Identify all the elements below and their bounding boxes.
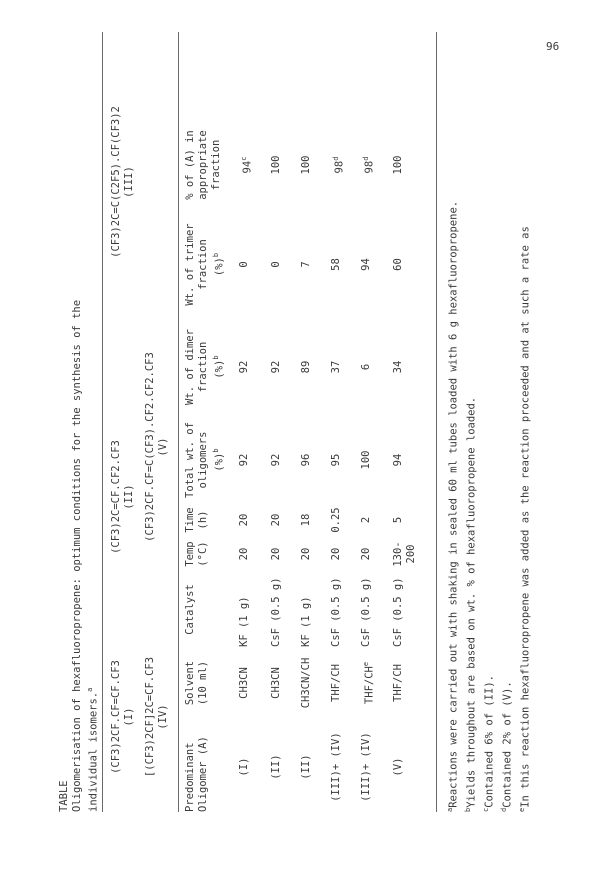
cell-dimer: 34 (392, 360, 404, 374)
cell-total: 92 (238, 453, 250, 467)
header-oligomer: Predominant Oligomer (A) (184, 736, 209, 812)
cell-total: 96 (300, 453, 312, 467)
cell-total: 95 (330, 453, 342, 467)
cell-solvent-sup: e (362, 661, 370, 667)
cell-pct: 100 (392, 155, 404, 175)
cell-time: 2 (360, 516, 372, 524)
rotated-table-page (58, 12, 593, 812)
isomer-I: (CF3)2CF.CF=CF.CF3 (I) (110, 660, 135, 774)
cell-pct: 100 (300, 155, 312, 175)
cell-temp: 20 (360, 547, 372, 561)
cell-time: 18 (300, 513, 312, 527)
cell-total: 92 (270, 453, 282, 467)
cell-time: 20 (238, 513, 250, 527)
header-solvent: Solvent (10 ml) (184, 660, 209, 706)
cell-oligomer: (V) (392, 757, 404, 777)
bottom-rule (436, 32, 437, 812)
cell-pct-sup: d (332, 156, 340, 161)
isomer-V: (CF3)2CF.CF=C(CF3).CF2.CF2.CF3 (V) (144, 352, 169, 542)
cell-solvent: CH3CN (270, 667, 282, 699)
cell-trimer: 60 (392, 258, 404, 271)
cell-pct-sup: d (362, 156, 370, 161)
cell-total: 100 (360, 450, 372, 470)
cell-catalyst: CsF (0.5 g) (270, 577, 282, 647)
cell-temp: 20 (270, 547, 282, 561)
header-catalyst: Catalyst (184, 584, 196, 635)
cell-trimer: 0 (238, 261, 250, 268)
table-caption (58, 32, 101, 812)
cell-trimer: 94 (360, 258, 372, 271)
cell-solvent: CH3CN/CH (300, 657, 312, 709)
cell-oligomer: (I) (238, 757, 250, 777)
cell-solvent: THF/CH (330, 664, 342, 702)
cell-solvent: THF/CH (392, 664, 404, 702)
footnote-c: $^c$Contained 6% of (II). (482, 675, 496, 812)
cell-trimer: 0 (270, 261, 282, 268)
isomer-IV: [(CF3)2CF]2C=CF.CF3 (IV) (144, 656, 169, 778)
cell-catalyst: CsF (0.5 g) (330, 577, 342, 647)
isomer-II: (CF3)2C=CF.CF2.CF3 (II) (110, 440, 135, 554)
cell-catalyst: CsF (0.5 g) (392, 577, 404, 647)
header-total: Total wt. of oligomers (%)$^b$ (184, 422, 226, 498)
footnote-a: $^a$Reactions were carried out with shaking in sealed 60 ml tubes loaded with 6 g hexafluoropropene. (446, 200, 460, 812)
cell-oligomer: (III)+ (IV) (330, 732, 342, 802)
cell-dimer: 92 (238, 360, 250, 374)
header-trimer: Wt. of trimer fraction (%)$^b$ (184, 223, 226, 306)
cell-pct: 98$^d$ (362, 156, 376, 174)
header-temp: Temp (°C) (184, 541, 209, 567)
cell-dimer: 6 (360, 363, 372, 371)
cell-pct: 98$^d$ (332, 156, 346, 174)
table-label: TABLE (58, 780, 70, 812)
caption-line-2: individual isomers.$^a$ (86, 687, 100, 812)
cell-catalyst: CsF (0.5 g) (360, 577, 372, 647)
cell-pct-sup: c (240, 156, 248, 161)
header-time: Time (h) (184, 507, 209, 533)
cell-temp: 130- (392, 541, 404, 567)
cell-total: 94 (392, 453, 404, 467)
footnote-b: $^b$Yields throughout are based on wt. % of hexafluoropropene loaded. (464, 396, 478, 812)
cell-temp: 20 (300, 547, 312, 561)
cell-oligomer: (II) (270, 754, 282, 780)
cell-temp-upper: 200 (405, 544, 417, 564)
cell-solvent: CH3CN (238, 667, 250, 699)
cell-trimer: 7 (300, 261, 312, 268)
cell-pct: 94$^c$ (240, 156, 254, 174)
cell-catalyst: KF (1 g) (300, 596, 312, 647)
cell-oligomer: (III)+ (IV) (360, 732, 372, 802)
cell-oligomer: (II) (300, 754, 312, 780)
cell-time: 20 (270, 513, 282, 527)
top-rule (102, 32, 103, 812)
cell-temp: 20 (238, 547, 250, 561)
header-pct: % of (A) in appropriate fraction (184, 130, 222, 200)
footnote-e: $^e$In this reaction hexafluoropropene was added as the reaction proceeded and at such a rate as (518, 226, 532, 812)
header-dimer: Wt. of dimer fraction (%)$^b$ (184, 329, 226, 405)
cell-temp: 20 (330, 547, 342, 561)
cell-time: 0.25 (330, 507, 342, 533)
cell-dimer: 89 (300, 360, 312, 374)
page-number: 96 (546, 40, 560, 53)
cell-dimer: 37 (330, 360, 342, 374)
cell-dimer: 92 (270, 360, 282, 374)
cell-solvent: THF/$CH^e$ (362, 661, 376, 705)
footnote-d: $^d$Contained 2% of (V). (500, 681, 514, 812)
cell-catalyst: KF (1 g) (238, 596, 250, 647)
isomer-III: (CF3)2C=C(C2F5).CF(CF3)2 (III) (110, 106, 135, 258)
cell-trimer: 58 (330, 258, 342, 271)
cell-pct: 100 (270, 155, 282, 175)
caption-line-1: Oligomerisation of hexafluoropropene: optimum conditions for the synthesis of the (71, 299, 83, 812)
cell-time: 5 (392, 516, 404, 524)
isomer-rule (178, 32, 179, 812)
